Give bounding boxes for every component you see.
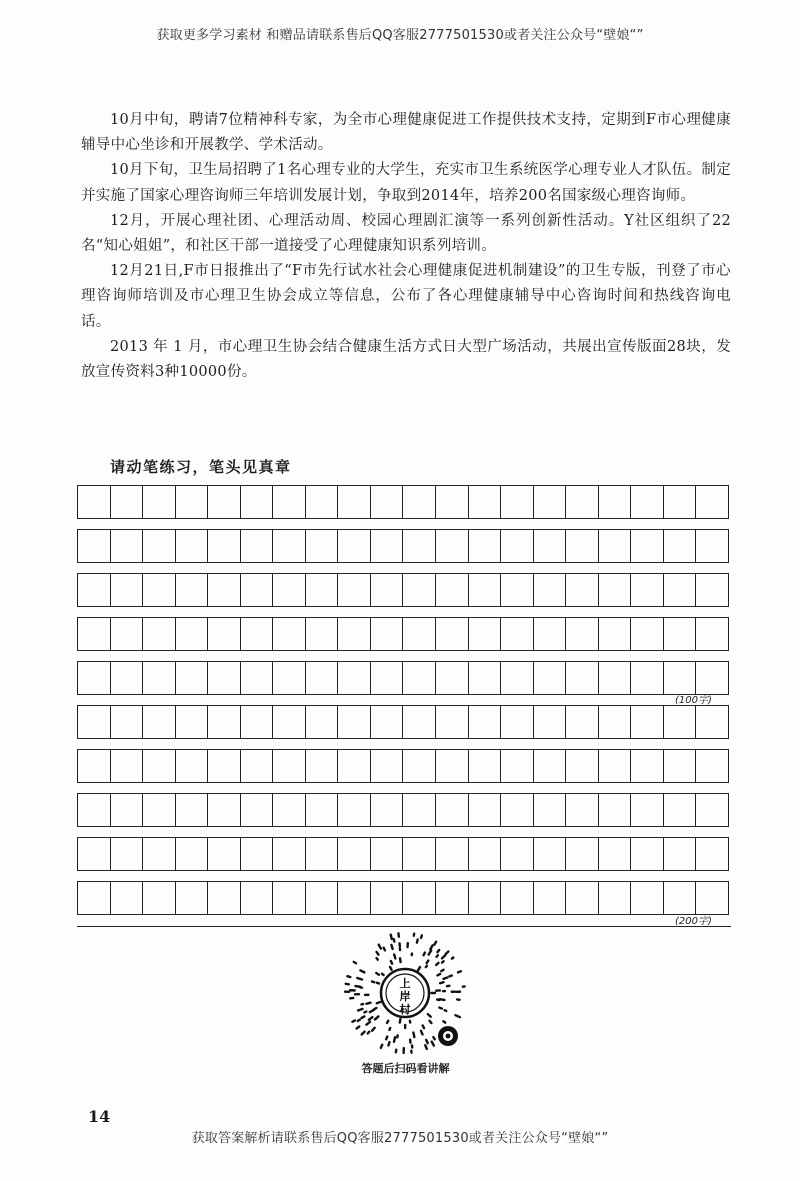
grid-cell[interactable] bbox=[143, 838, 176, 870]
grid-cell[interactable] bbox=[241, 706, 274, 738]
grid-cell[interactable] bbox=[566, 662, 599, 694]
grid-cell[interactable] bbox=[664, 530, 697, 562]
grid-cell[interactable] bbox=[208, 530, 241, 562]
grid-cell[interactable] bbox=[176, 486, 209, 518]
word-count-marker-200: (200字) bbox=[675, 916, 712, 927]
grid-cell[interactable] bbox=[111, 618, 144, 650]
grid-cell[interactable] bbox=[371, 838, 404, 870]
grid-cell[interactable] bbox=[534, 618, 567, 650]
grid-cell[interactable] bbox=[501, 530, 534, 562]
grid-cell[interactable] bbox=[176, 794, 209, 826]
grid-cell[interactable] bbox=[143, 486, 176, 518]
grid-cell[interactable] bbox=[208, 706, 241, 738]
grid-cell[interactable] bbox=[273, 574, 306, 606]
grid-cell[interactable] bbox=[241, 662, 274, 694]
grid-cell[interactable] bbox=[371, 794, 404, 826]
qr-code-block[interactable] bbox=[343, 928, 468, 1076]
grid-cell[interactable] bbox=[371, 706, 404, 738]
grid-cell[interactable] bbox=[501, 486, 534, 518]
grid-cell[interactable] bbox=[403, 838, 436, 870]
grid-cell[interactable] bbox=[208, 574, 241, 606]
grid-cell[interactable] bbox=[631, 838, 664, 870]
grid-row[interactable] bbox=[77, 661, 729, 695]
grid-cell[interactable] bbox=[436, 706, 469, 738]
grid-cell[interactable] bbox=[469, 662, 502, 694]
grid-cell[interactable] bbox=[371, 750, 404, 782]
grid-cell[interactable] bbox=[631, 574, 664, 606]
qr-caption: 答题后扫码看讲解 bbox=[361, 1062, 450, 1075]
paragraph: 10月中旬，聘请7位精神科专家，为全市心理健康促进工作提供技术支持，定期到F市心理健康辅导中心坐诊和开展教学、学术活动。 bbox=[81, 112, 731, 154]
grid-cell[interactable] bbox=[208, 662, 241, 694]
grid-cell[interactable] bbox=[176, 838, 209, 870]
grid-cell[interactable] bbox=[631, 706, 664, 738]
grid-cell[interactable] bbox=[306, 794, 339, 826]
grid-cell[interactable] bbox=[78, 618, 111, 650]
grid-cell[interactable] bbox=[566, 882, 599, 914]
grid-cell[interactable] bbox=[371, 486, 404, 518]
grid-row[interactable] bbox=[77, 881, 729, 915]
paragraph: 10月下旬，卫生局招聘了1名心理专业的大学生，充实市卫生系统医学心理专业人才队伍。制定并实施了国家心理咨询师三年培训发展计划，争取到2014年，培养200名国家级心理咨询师。 bbox=[81, 162, 731, 204]
grid-cell[interactable] bbox=[273, 706, 306, 738]
grid-cell[interactable] bbox=[176, 750, 209, 782]
grid-cell[interactable] bbox=[338, 486, 371, 518]
grid-cell[interactable] bbox=[631, 662, 664, 694]
top-promo-banner: 获取更多学习素材 和赠品请联系售后QQ客服2777501530或者关注公众号“壁娘“” bbox=[156, 28, 644, 43]
grid-cell[interactable] bbox=[469, 574, 502, 606]
grid-row[interactable] bbox=[77, 485, 729, 519]
grid-cell[interactable] bbox=[111, 882, 144, 914]
grid-cell[interactable] bbox=[696, 882, 728, 914]
grid-cell[interactable] bbox=[599, 530, 632, 562]
grid-cell[interactable] bbox=[403, 706, 436, 738]
grid-cell[interactable] bbox=[501, 750, 534, 782]
grid-cell[interactable] bbox=[241, 574, 274, 606]
grid-cell[interactable] bbox=[599, 838, 632, 870]
grid-cell[interactable] bbox=[273, 882, 306, 914]
grid-cell[interactable] bbox=[371, 530, 404, 562]
grid-cell[interactable] bbox=[78, 750, 111, 782]
bottom-promo-banner: 获取答案解析请联系售后QQ客服2777501530或者关注公众号“壁娘“” bbox=[191, 1131, 609, 1146]
grid-cell[interactable] bbox=[338, 838, 371, 870]
grid-cell[interactable] bbox=[338, 618, 371, 650]
grid-cell[interactable] bbox=[566, 618, 599, 650]
grid-row[interactable] bbox=[77, 529, 729, 563]
grid-cell[interactable] bbox=[469, 618, 502, 650]
grid-cell[interactable] bbox=[696, 530, 728, 562]
writing-grid[interactable] bbox=[77, 485, 729, 925]
grid-cell[interactable] bbox=[696, 486, 728, 518]
grid-cell[interactable] bbox=[208, 486, 241, 518]
grid-cell[interactable] bbox=[143, 662, 176, 694]
grid-cell[interactable] bbox=[566, 530, 599, 562]
grid-cell[interactable] bbox=[403, 486, 436, 518]
grid-cell[interactable] bbox=[208, 882, 241, 914]
grid-cell[interactable] bbox=[111, 486, 144, 518]
grid-cell[interactable] bbox=[696, 794, 728, 826]
grid-cell[interactable] bbox=[78, 486, 111, 518]
grid-cell[interactable] bbox=[143, 618, 176, 650]
paragraph: 12月21日,F市日报推出了“F市先行试水社会心理健康促进机制建设”的卫生专版，刊登了市心理咨询师培训及市心理卫生协会成立等信息，公布了各心理健康辅导中心咨询时间和热线咨询电话。 bbox=[81, 263, 731, 330]
grid-cell[interactable] bbox=[143, 882, 176, 914]
grid-cell[interactable] bbox=[338, 706, 371, 738]
stamp-text-1: 上 bbox=[399, 977, 411, 990]
grid-cell[interactable] bbox=[469, 794, 502, 826]
grid-cell[interactable] bbox=[403, 794, 436, 826]
grid-cell[interactable] bbox=[436, 574, 469, 606]
grid-cell[interactable] bbox=[469, 706, 502, 738]
grid-cell[interactable] bbox=[273, 838, 306, 870]
grid-cell[interactable] bbox=[599, 706, 632, 738]
grid-cell[interactable] bbox=[631, 530, 664, 562]
grid-cell[interactable] bbox=[664, 838, 697, 870]
grid-cell[interactable] bbox=[78, 882, 111, 914]
practice-heading: 请动笔练习，笔头见真章 bbox=[110, 458, 292, 476]
grid-cell[interactable] bbox=[403, 662, 436, 694]
stamp-text-2: 岸 bbox=[399, 990, 411, 1003]
grid-cell[interactable] bbox=[306, 618, 339, 650]
grid-row[interactable] bbox=[77, 749, 729, 783]
grid-cell[interactable] bbox=[566, 574, 599, 606]
grid-cell[interactable] bbox=[78, 530, 111, 562]
grid-cell[interactable] bbox=[143, 706, 176, 738]
grid-cell[interactable] bbox=[566, 794, 599, 826]
grid-cell[interactable] bbox=[469, 530, 502, 562]
grid-cell[interactable] bbox=[273, 530, 306, 562]
grid-cell[interactable] bbox=[338, 574, 371, 606]
grid-cell[interactable] bbox=[501, 794, 534, 826]
grid-cell[interactable] bbox=[631, 794, 664, 826]
grid-cell[interactable] bbox=[241, 530, 274, 562]
grid-cell[interactable] bbox=[696, 750, 728, 782]
grid-cell[interactable] bbox=[664, 662, 697, 694]
grid-cell[interactable] bbox=[436, 750, 469, 782]
grid-cell[interactable] bbox=[566, 706, 599, 738]
grid-cell[interactable] bbox=[501, 662, 534, 694]
grid-cell[interactable] bbox=[241, 486, 274, 518]
grid-cell[interactable] bbox=[534, 882, 567, 914]
grid-cell[interactable] bbox=[241, 750, 274, 782]
grid-cell[interactable] bbox=[111, 662, 144, 694]
grid-cell[interactable] bbox=[78, 706, 111, 738]
grid-cell[interactable] bbox=[501, 706, 534, 738]
grid-cell[interactable] bbox=[111, 574, 144, 606]
grid-cell[interactable] bbox=[371, 882, 404, 914]
grid-cell[interactable] bbox=[306, 838, 339, 870]
grid-cell[interactable] bbox=[306, 750, 339, 782]
grid-cell[interactable] bbox=[371, 574, 404, 606]
grid-cell[interactable] bbox=[241, 618, 274, 650]
grid-cell[interactable] bbox=[176, 706, 209, 738]
grid-divider bbox=[77, 926, 731, 927]
paragraph: 2013 年 1 月，市心理卫生协会结合健康生活方式日大型广场活动，共展出宣传版面28块，发放宣传资料3种10000份。 bbox=[81, 338, 731, 381]
grid-cell[interactable] bbox=[143, 530, 176, 562]
grid-cell[interactable] bbox=[78, 662, 111, 694]
grid-cell[interactable] bbox=[176, 882, 209, 914]
grid-cell[interactable] bbox=[534, 530, 567, 562]
grid-cell[interactable] bbox=[208, 750, 241, 782]
grid-cell[interactable] bbox=[176, 574, 209, 606]
grid-cell[interactable] bbox=[273, 750, 306, 782]
grid-cell[interactable] bbox=[566, 838, 599, 870]
grid-cell[interactable] bbox=[273, 794, 306, 826]
grid-cell[interactable] bbox=[111, 750, 144, 782]
grid-cell[interactable] bbox=[306, 486, 339, 518]
grid-cell[interactable] bbox=[599, 882, 632, 914]
grid-row[interactable] bbox=[77, 837, 729, 871]
grid-cell[interactable] bbox=[631, 486, 664, 518]
grid-cell[interactable] bbox=[469, 486, 502, 518]
grid-cell[interactable] bbox=[241, 794, 274, 826]
grid-row[interactable] bbox=[77, 793, 729, 827]
grid-cell[interactable] bbox=[534, 662, 567, 694]
grid-cell[interactable] bbox=[599, 486, 632, 518]
grid-cell[interactable] bbox=[436, 618, 469, 650]
grid-cell[interactable] bbox=[371, 662, 404, 694]
grid-cell[interactable] bbox=[631, 882, 664, 914]
grid-cell[interactable] bbox=[696, 838, 728, 870]
grid-cell[interactable] bbox=[631, 750, 664, 782]
grid-cell[interactable] bbox=[534, 838, 567, 870]
grid-cell[interactable] bbox=[176, 618, 209, 650]
grid-cell[interactable] bbox=[436, 882, 469, 914]
grid-cell[interactable] bbox=[273, 486, 306, 518]
grid-cell[interactable] bbox=[534, 486, 567, 518]
grid-cell[interactable] bbox=[501, 574, 534, 606]
grid-cell[interactable] bbox=[338, 530, 371, 562]
grid-row[interactable] bbox=[77, 617, 729, 651]
grid-cell[interactable] bbox=[599, 794, 632, 826]
paragraph: 12月，开展心理社团、心理活动周、校园心理剧汇演等一系列创新性活动。Y社区组织了22名“知心姐姐”，和社区干部一道接受了心理健康知识系列培训。 bbox=[81, 212, 731, 255]
grid-cell[interactable] bbox=[78, 794, 111, 826]
grid-cell[interactable] bbox=[241, 838, 274, 870]
grid-cell[interactable] bbox=[78, 574, 111, 606]
grid-cell[interactable] bbox=[403, 530, 436, 562]
grid-cell[interactable] bbox=[631, 618, 664, 650]
grid-cell[interactable] bbox=[176, 530, 209, 562]
grid-cell[interactable] bbox=[338, 750, 371, 782]
grid-cell[interactable] bbox=[78, 838, 111, 870]
grid-cell[interactable] bbox=[111, 706, 144, 738]
grid-cell[interactable] bbox=[436, 662, 469, 694]
grid-cell[interactable] bbox=[599, 750, 632, 782]
article-body bbox=[81, 108, 731, 385]
grid-cell[interactable] bbox=[143, 574, 176, 606]
grid-cell[interactable] bbox=[469, 750, 502, 782]
corner-logo-icon bbox=[438, 1026, 458, 1046]
grid-cell[interactable] bbox=[208, 838, 241, 870]
grid-cell[interactable] bbox=[664, 750, 697, 782]
grid-cell[interactable] bbox=[664, 794, 697, 826]
grid-cell[interactable] bbox=[696, 662, 728, 694]
grid-cell[interactable] bbox=[599, 618, 632, 650]
grid-cell[interactable] bbox=[664, 574, 697, 606]
grid-cell[interactable] bbox=[111, 794, 144, 826]
grid-cell[interactable] bbox=[403, 618, 436, 650]
grid-cell[interactable] bbox=[599, 574, 632, 606]
grid-cell[interactable] bbox=[208, 618, 241, 650]
grid-cell[interactable] bbox=[696, 618, 728, 650]
grid-cell[interactable] bbox=[306, 882, 339, 914]
grid-row[interactable] bbox=[77, 705, 729, 739]
grid-cell[interactable] bbox=[306, 574, 339, 606]
word-count-marker-100: (100字) bbox=[675, 695, 712, 706]
grid-cell[interactable] bbox=[403, 750, 436, 782]
grid-cell[interactable] bbox=[371, 618, 404, 650]
grid-cell[interactable] bbox=[696, 706, 728, 738]
grid-cell[interactable] bbox=[273, 662, 306, 694]
grid-cell[interactable] bbox=[208, 794, 241, 826]
qr-code-icon[interactable] bbox=[343, 928, 468, 1058]
grid-cell[interactable] bbox=[664, 706, 697, 738]
grid-cell[interactable] bbox=[176, 662, 209, 694]
grid-cell[interactable] bbox=[436, 794, 469, 826]
grid-cell[interactable] bbox=[436, 838, 469, 870]
grid-cell[interactable] bbox=[534, 706, 567, 738]
page-number: 14 bbox=[88, 1107, 111, 1126]
grid-cell[interactable] bbox=[566, 750, 599, 782]
grid-cell[interactable] bbox=[501, 618, 534, 650]
grid-cell[interactable] bbox=[403, 882, 436, 914]
grid-cell[interactable] bbox=[143, 794, 176, 826]
grid-cell[interactable] bbox=[306, 530, 339, 562]
grid-cell[interactable] bbox=[501, 838, 534, 870]
stamp-text-3: 村 bbox=[399, 1003, 411, 1016]
grid-cell[interactable] bbox=[306, 706, 339, 738]
grid-cell[interactable] bbox=[273, 618, 306, 650]
grid-cell[interactable] bbox=[241, 882, 274, 914]
grid-cell[interactable] bbox=[469, 838, 502, 870]
grid-cell[interactable] bbox=[664, 882, 697, 914]
grid-cell[interactable] bbox=[436, 486, 469, 518]
grid-cell[interactable] bbox=[111, 530, 144, 562]
grid-cell[interactable] bbox=[534, 750, 567, 782]
grid-cell[interactable] bbox=[403, 574, 436, 606]
grid-cell[interactable] bbox=[534, 794, 567, 826]
grid-cell[interactable] bbox=[469, 882, 502, 914]
grid-cell[interactable] bbox=[111, 838, 144, 870]
grid-cell[interactable] bbox=[143, 750, 176, 782]
grid-row[interactable] bbox=[77, 573, 729, 607]
grid-cell[interactable] bbox=[338, 794, 371, 826]
grid-cell[interactable] bbox=[501, 882, 534, 914]
grid-cell[interactable] bbox=[599, 662, 632, 694]
grid-cell[interactable] bbox=[534, 574, 567, 606]
grid-cell[interactable] bbox=[664, 618, 697, 650]
grid-cell[interactable] bbox=[566, 486, 599, 518]
grid-cell[interactable] bbox=[436, 530, 469, 562]
grid-cell[interactable] bbox=[338, 662, 371, 694]
grid-cell[interactable] bbox=[696, 574, 728, 606]
grid-cell[interactable] bbox=[664, 486, 697, 518]
grid-cell[interactable] bbox=[338, 882, 371, 914]
grid-cell[interactable] bbox=[306, 662, 339, 694]
